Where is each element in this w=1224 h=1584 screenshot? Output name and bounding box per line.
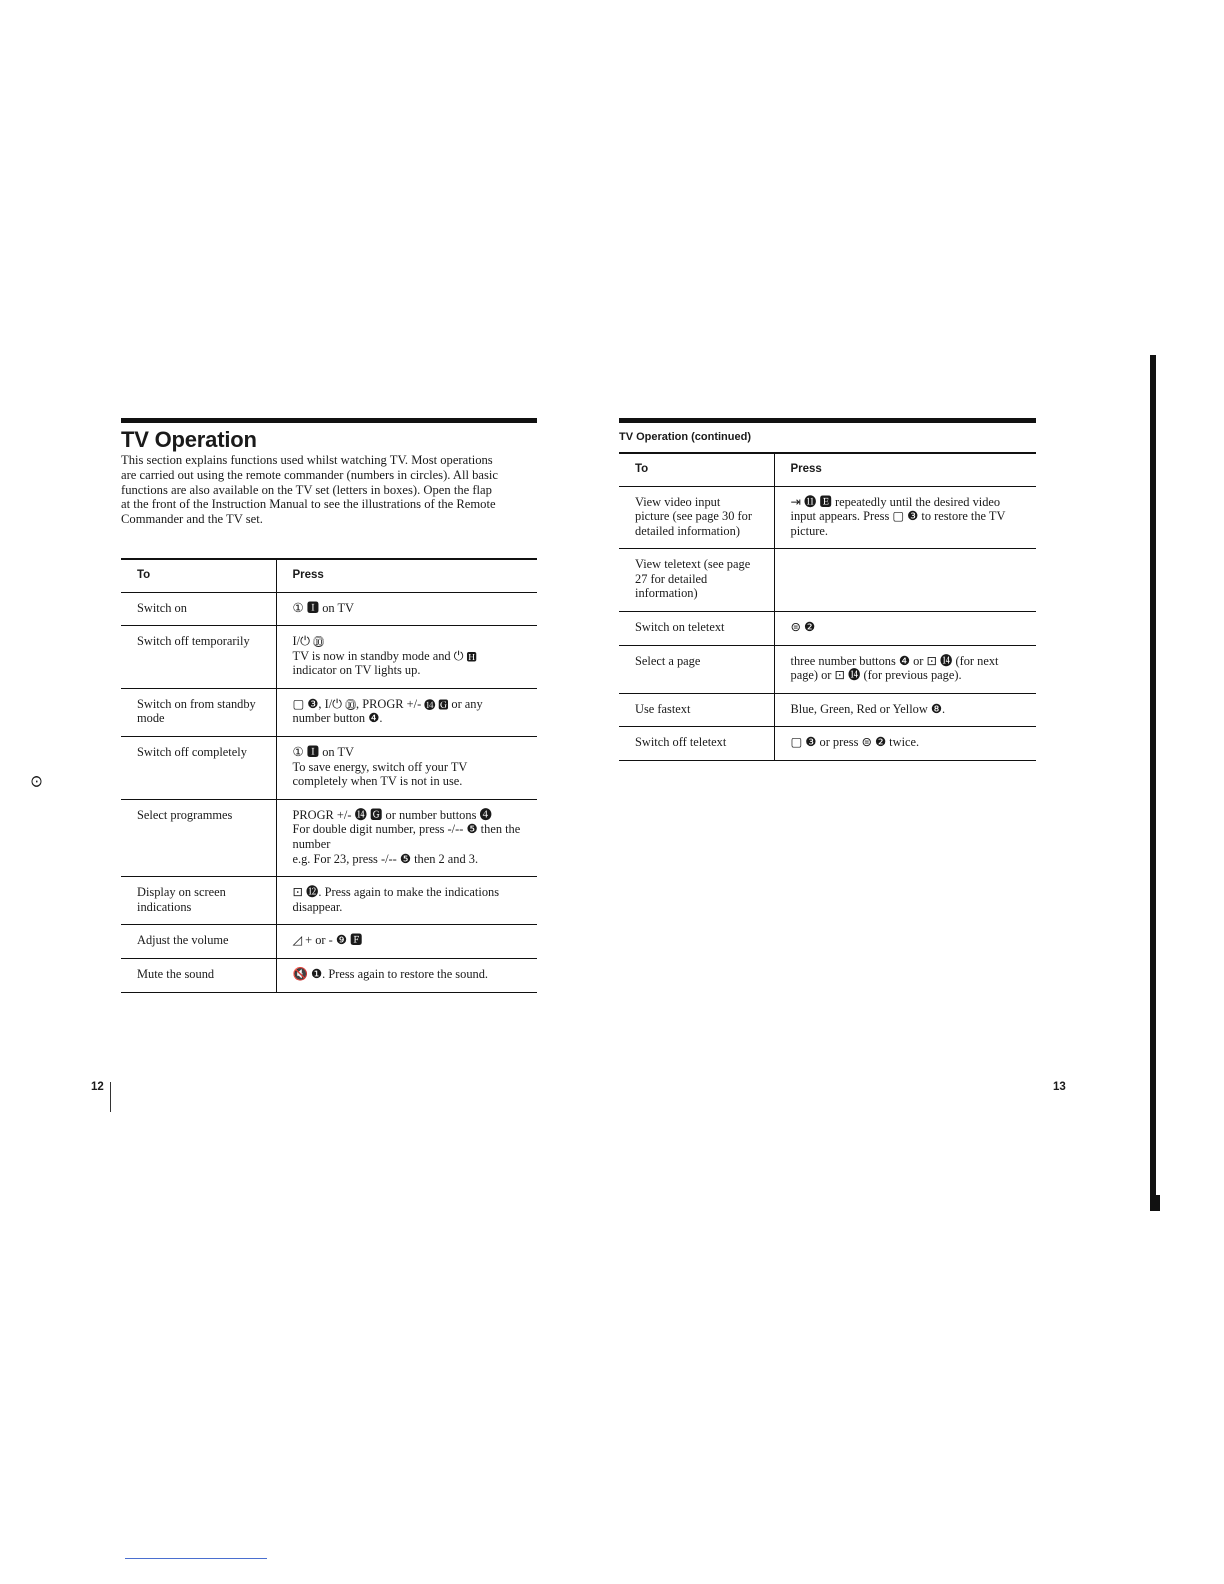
cell-to: Switch off completely [121, 737, 276, 800]
cell-to: Switch off teletext [619, 727, 774, 761]
table-row [121, 688, 537, 736]
page-edge-bar-foot [1150, 1195, 1160, 1211]
page-title: TV Operation [121, 427, 257, 452]
intro-paragraph: This section explains functions used whilst watching TV. Most operations are carried out using the remote commander (numbers in circles). All basic functions are also available on the TV set (letters in boxes). Open the flap at the front of the Instruction Manual to see the illustrations of the Remote Commander and the TV set. [121, 453, 498, 527]
table-row [619, 486, 1036, 549]
page-edge-bar [1150, 355, 1156, 1210]
cell-press: Blue, Green, Red or Yellow ❽. [790, 701, 946, 716]
margin-mark: ⵙ [28, 775, 45, 788]
cell-press: ⊜ ❷ [790, 620, 816, 635]
cell-to: Use fastext [619, 693, 774, 727]
table-row [619, 727, 1036, 761]
cell-press [774, 549, 1036, 612]
table-row [121, 959, 537, 993]
cell-press: three number buttons ❹ or ⊡ ⓮ (for next page) or ⊡ ⓮ (for previous page). [790, 653, 999, 683]
cell-to: Switch on [121, 592, 276, 626]
table-row [619, 645, 1036, 693]
cell-to: View video input picture (see page 30 for detailed information) [619, 486, 774, 549]
table-row [619, 693, 1036, 727]
cell-press: ① 🅸 on TV [292, 600, 354, 615]
page-number-left: 12 [91, 1081, 104, 1093]
table-body [121, 592, 537, 992]
cell-press: ▢ ❸ or press ⊜ ❷ twice. [790, 735, 920, 750]
page-number-right: 13 [1053, 1081, 1066, 1093]
cell-to: Switch off temporarily [121, 626, 276, 689]
table-row [619, 549, 1036, 612]
section-subtitle: TV Operation (continued) [619, 431, 751, 443]
cell-press: PROGR +/- ⓮ 🅶 or number buttons ❹ For double digit number, press -/-- ❺ then the number e.g. For 23, press -/-- ❺ then 2 and 3. [292, 807, 521, 866]
operations-table-continued [619, 452, 1036, 761]
header-to: To [121, 559, 276, 592]
cell-to: Mute the sound [121, 959, 276, 993]
table-row [121, 592, 537, 626]
table-row [121, 737, 537, 800]
cell-to: Switch on teletext [619, 612, 774, 646]
gutter-line [110, 1082, 111, 1112]
cell-press: ⊡ ⓬. Press again to make the indications disappear. [292, 885, 500, 914]
cell-press: ⇥ ⓫ 🅴 repeatedly until the desired video input appears. Press ▢ ❸ to restore the TV picture. [790, 494, 1006, 538]
operations-table [121, 558, 537, 993]
header-press: Press [790, 463, 822, 476]
bottom-link-line [125, 1558, 267, 1559]
table-row [121, 799, 537, 876]
header-to: To [619, 453, 774, 486]
header-press: Press [292, 569, 324, 582]
header-rule [619, 418, 1036, 423]
table-body [619, 486, 1036, 761]
cell-press: ① 🅸 on TV To save energy, switch off your TV completely when TV is not in use. [292, 745, 468, 789]
cell-to: Switch on from standby mode [121, 688, 276, 736]
header-rule [121, 418, 537, 423]
cell-press: I/⏻ ⓾ TV is now in standby mode and ⏻ 🅷 indicator on TV lights up. [292, 634, 477, 678]
table-header-row [619, 453, 1036, 486]
cell-to: Select a page [619, 645, 774, 693]
cell-press: 🔇 ❶. Press again to restore the sound. [292, 967, 488, 981]
cell-to: Display on screen indications [121, 877, 276, 925]
table-row [121, 626, 537, 689]
cell-press: ▢ ❸, I/⏻ ⓾, PROGR +/- ⓮ 🅶 or any number button ❹. [292, 696, 483, 726]
table-row [121, 925, 537, 959]
table-row [121, 877, 537, 925]
cell-press: ◿ + or - ❾ 🅵 [292, 933, 363, 948]
table-header-row [121, 559, 537, 592]
table-row [619, 612, 1036, 646]
cell-to: Adjust the volume [121, 925, 276, 959]
cell-to: Select programmes [121, 799, 276, 876]
cell-to: View teletext (see page 27 for detailed information) [619, 549, 774, 612]
